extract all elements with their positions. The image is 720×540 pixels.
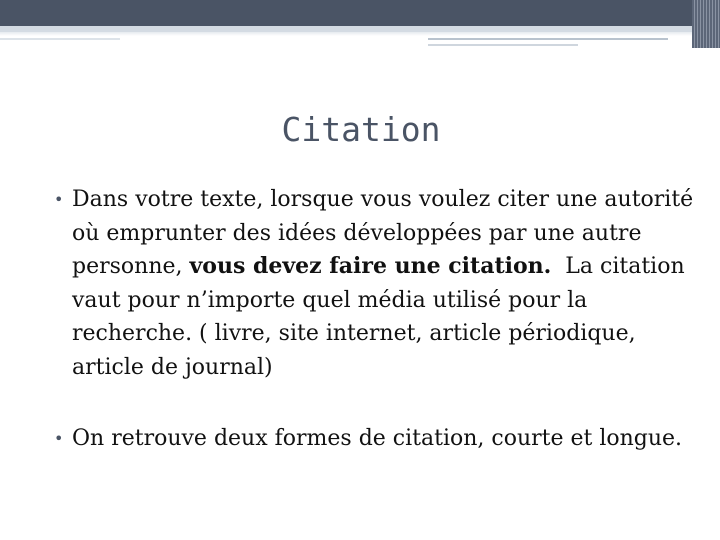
bullet-text: On retrouve deux formes de citation, courte et longue. [72, 426, 683, 451]
accent-line [428, 38, 668, 40]
slide-title-text: Citation [281, 110, 441, 149]
bullet-text: La citation vaut pour n’importe quel média utilisé pour la recherche. ( livre, site internet, article périodique, article de journal) [72, 254, 692, 380]
bullet-text-bold: vous devez faire une citation. [189, 253, 552, 279]
header-bar [0, 0, 720, 26]
bullet-marker: • [54, 190, 64, 209]
slide-title [0, 110, 720, 149]
accent-line [428, 44, 578, 46]
header-shadow [0, 32, 720, 36]
bullet-text: Dans votre texte, lorsque vous voulez citer une autorité où emprunter des idées développées par une autre personne, [72, 187, 694, 279]
slide-body [54, 183, 694, 456]
bullet-marker: • [54, 429, 64, 448]
bullet-item [54, 422, 694, 456]
accent-line [0, 38, 120, 40]
corner-stripes [692, 0, 720, 48]
bullet-item [54, 183, 694, 384]
